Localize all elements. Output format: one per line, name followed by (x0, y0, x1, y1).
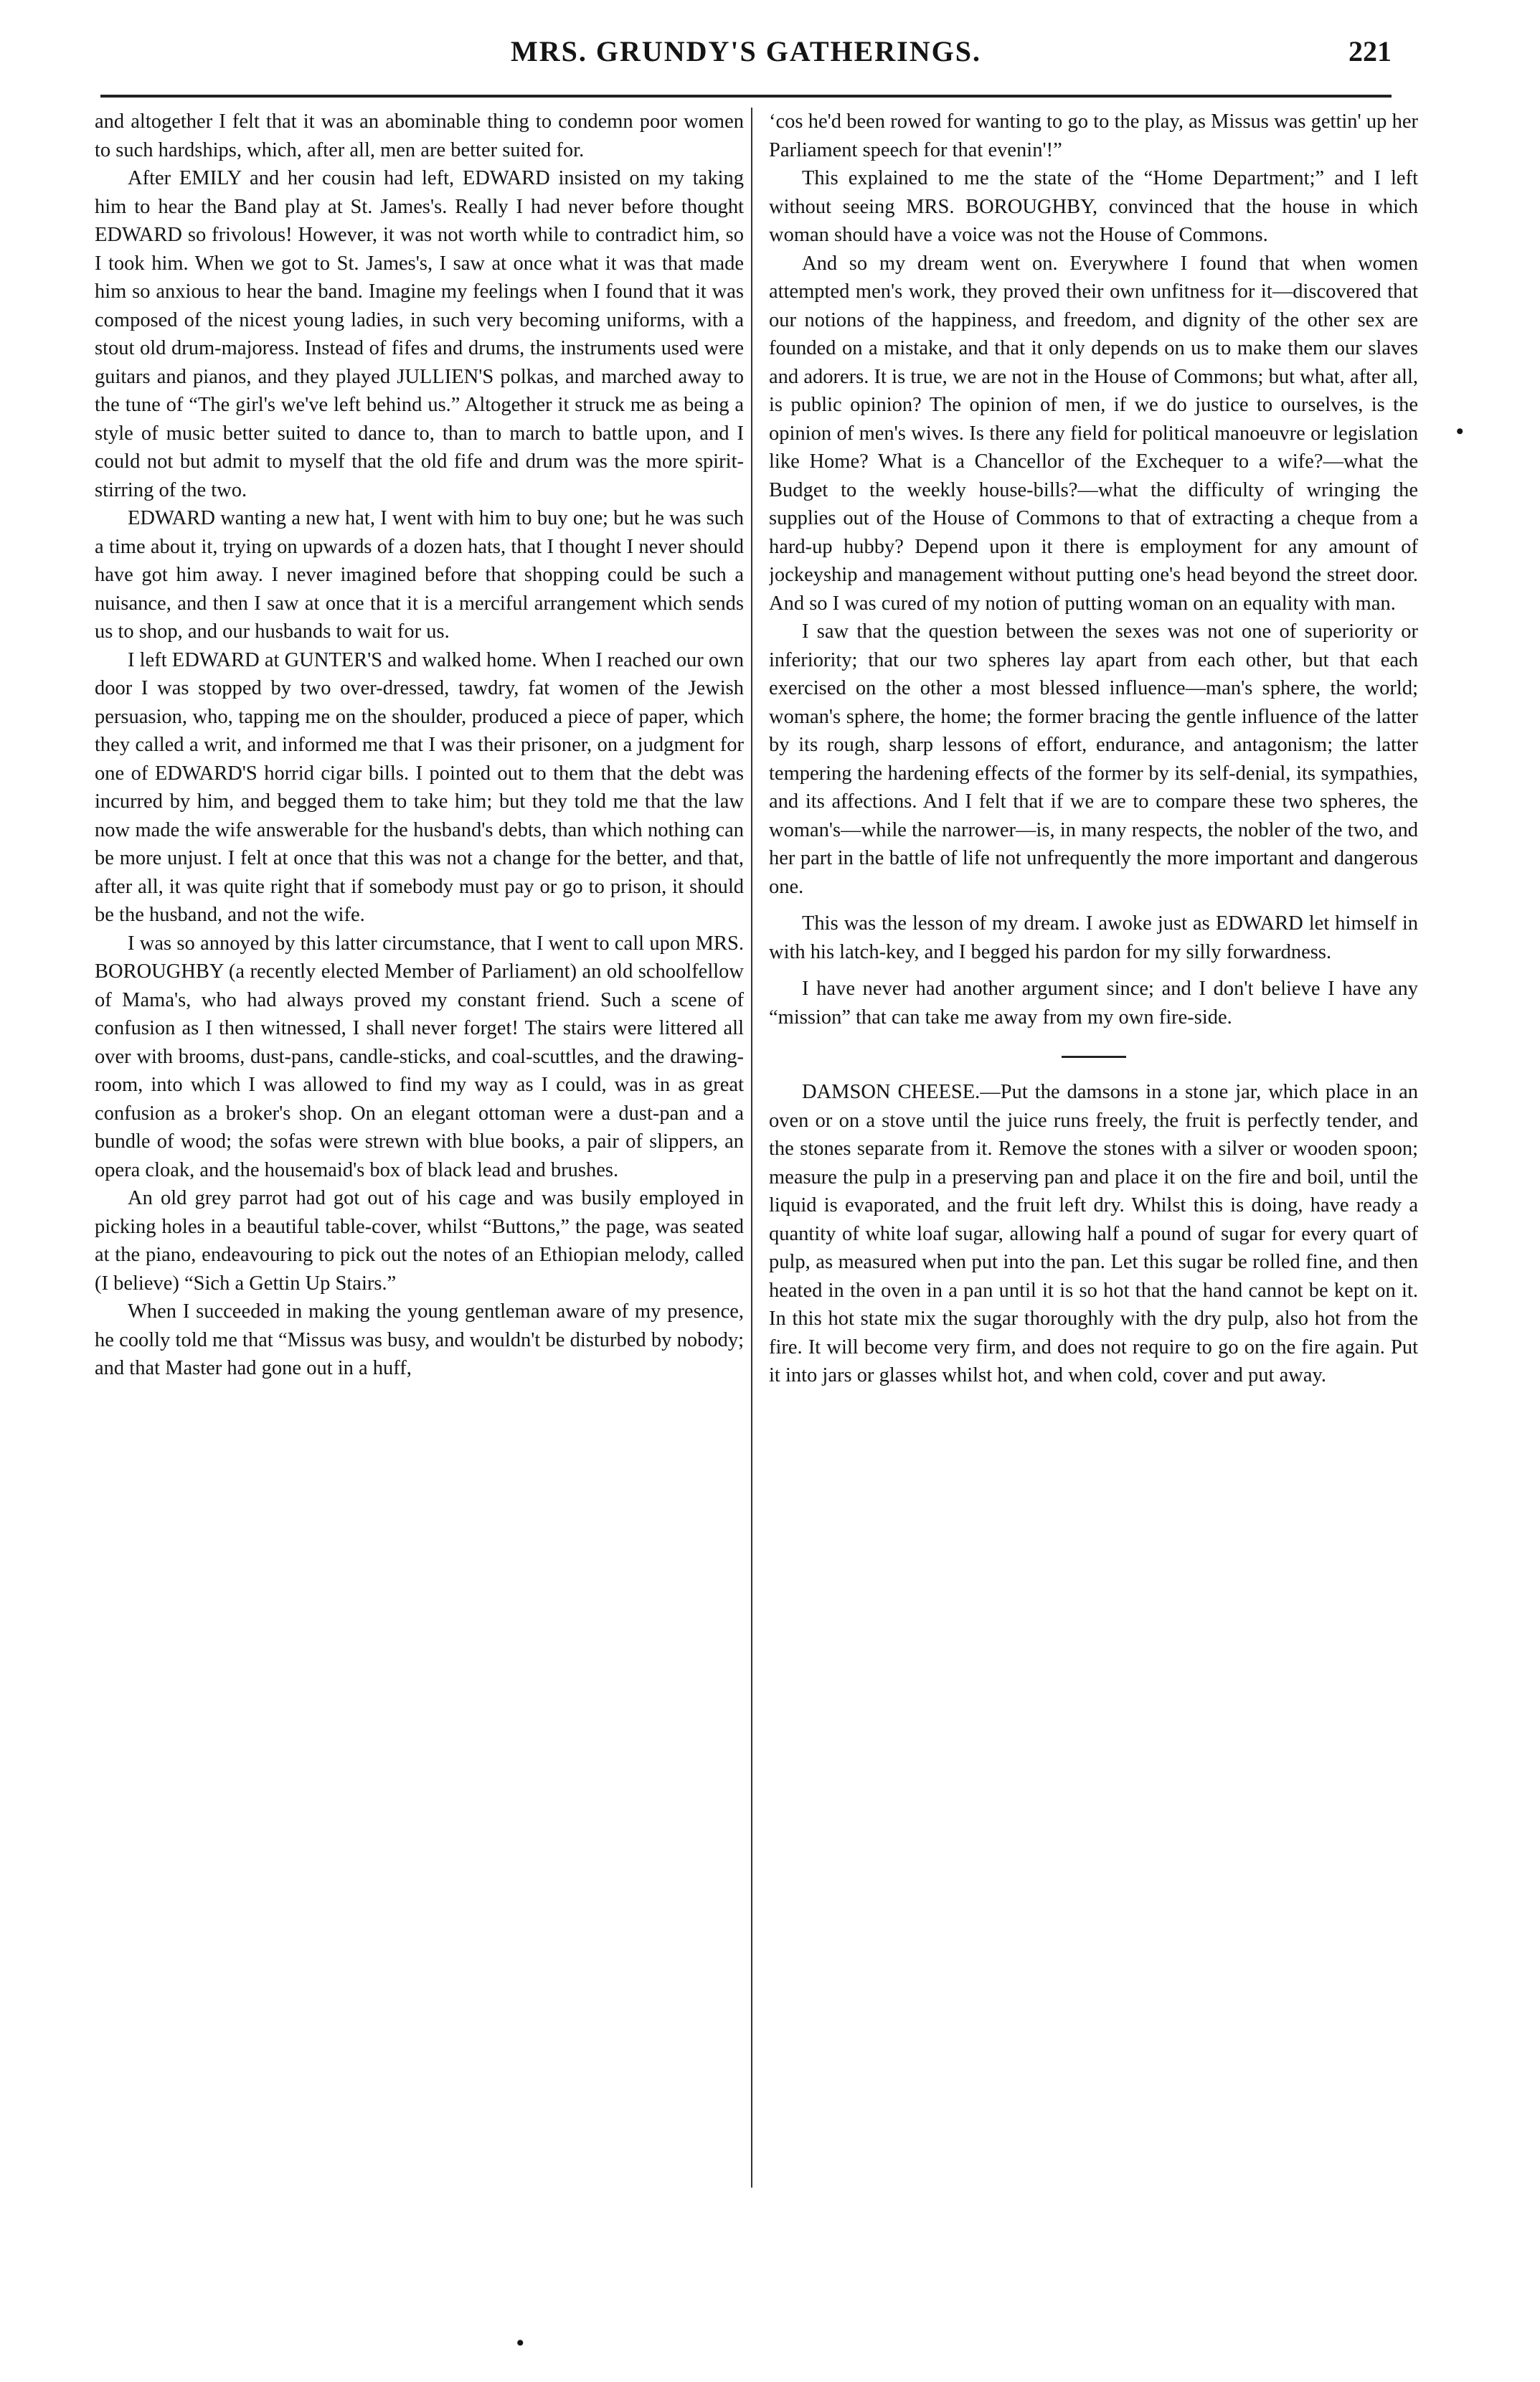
paragraph: and altogether I felt that it was an abominable thing to condemn poor women to such hardships, which, after all, men are better suited for. (95, 110, 744, 161)
margin-dot-mark: • (1456, 420, 1464, 443)
paragraph: I saw that the question between the sexes was not one of superiority or inferiority; that our two spheres lay apart from each other, but that each exercised on the other a most blessed influence—man's sphere, the world; woman's sphere, the home; the former bracing the gentle influence of the latter by its rough, sharp lessons of effort, endurance, and antagonism; the latter tempering the hardening effects of the former by its self-denial, its sympathies, and its affections. And I felt that if we are to compare these two spheres, the woman's—while the narrower—is, in many respects, the nobler of the two, and her part in the battle of life not unfrequently the more important and dangerous one. (769, 620, 1418, 898)
paragraph: This explained to me the state of the “Home Department;” and I left without seeing MRS. BOROUGHBY, convinced that the house in which woman should have a voice was not the House of Commons. (769, 167, 1418, 246)
running-title: MRS. GRUNDY'S GATHERINGS. (511, 35, 981, 67)
recipe-paragraph: DAMSON CHEESE.—Put the damsons in a stone jar, which place in an oven or on a stove until the juice runs freely, the fruit is perfectly tender, and the stones separate from it. Remove the stones with a silver or wooden spoon; measure the pulp in a preserving pan and place it on the fire and boil, until the liquid is evaporated, and the fruit left dry. Whilst this is doing, have ready a quantity of white loaf sugar, allowing half a pound of sugar for every quart of pulp, as measured when put into the pan. Let this sugar be rolled fine, and then heated in the oven in a pan until it is so hot that the hand cannot be kept on it. In this hot state mix the sugar thoroughly with the dry pulp, also hot from the fire. It will become very firm, and does not require to go on the fire again. Put it into jars or glasses whilst hot, and when cold, cover and put away. (769, 1081, 1418, 1386)
column-divider (751, 108, 752, 2188)
paragraph: I have never had another argument since; and I don't believe I have any “mission” that can take me away from my own fire-side. (769, 978, 1418, 1029)
paragraph: This was the lesson of my dream. I awoke just as EDWARD let himself in with his latch-key, and I begged his pardon for my silly forwardness. (769, 912, 1418, 963)
paragraph: An old grey parrot had got out of his cage and was busily employed in picking holes in a beautiful table-cover, whilst “Buttons,” the page, was seated at the piano, endeavouring to pick out the notes of an Ethiopian melody, called (I believe) “Sich a Gettin Up Stairs.” (95, 1187, 744, 1295)
page-header (100, 34, 1392, 92)
paragraph: I left EDWARD at GUNTER'S and walked home. When I reached our own door I was stopped by two over-dressed, tawdry, fat women of the Jewish persuasion, who, tapping me on the shoulder, produced a piece of paper, which they called a writ, and informed me that I was their prisoner, on a judgment for one of EDWARD'S horrid cigar bills. I pointed out to them that the debt was incurred by him, and begged them to take him; but they told me that the law now made the wife answerable for the husband's debts, than which nothing can be more unjust. I felt at once that this was not a change for the better, and that, after all, it was quite right that if somebody must pay or go to prison, it should be the husband, and not the wife. (95, 648, 744, 926)
paragraph: ‘cos he'd been rowed for wanting to go to the play, as Missus was gettin' up her Parliament speech for that evenin'!” (769, 110, 1418, 161)
paragraph: And so my dream went on. Everywhere I found that when women attempted men's work, they proved their own unfitness for it—discovered that our notions of the happiness, and freedom, and dignity of the other sex are founded on a mistake, and that it only depends on us to make them our slaves and adorers. It is true, we are not in the House of Commons; but what, after all, is public opinion? The opinion of men, if we do justice to ourselves, is the opinion of men's wives. Is there any field for political manoeuvre or legislation like Home? What is a Chancellor of the Exchequer to a wife?—what the Budget to the weekly house-bills?—what the difficulty of wringing the supplies out of the House of Commons to that of extracting a cheque from a hard-up hubby? Depend upon it there is employment for any amount of jockeyship and management without putting one's head beyond the street door. And so I was cured of my notion of putting woman on an equality with man. (769, 252, 1418, 615)
left-column (95, 108, 744, 2202)
right-column (769, 108, 1418, 2202)
page-number: 221 (1348, 35, 1392, 67)
paragraph: After EMILY and her cousin had left, EDWARD insisted on my taking him to hear the Band play at St. James's. Really I had never before thought EDWARD so frivolous! However, it was not worth while to contradict him, so I took him. When we got to St. James's, I saw at once what it was that made him so anxious to hear the band. Imagine my feelings when I found that it was composed of the nicest young ladies, in such very becoming uniforms, with a stout old drum-majoress. Instead of fifes and drums, the instruments used were guitars and pianos, and they played JULLIEN'S polkas, and marched away to the tune of “The girl's we've left behind us.” Altogether it struck me as being a style of music better suited to dance to, than to march to battle upon, and I could not but admit to myself that the old fife and drum was the more spirit-stirring of the two. (95, 167, 744, 501)
paragraph: I was so annoyed by this latter circumstance, that I went to call upon MRS. BOROUGHBY (a recently elected Member of Parliament) an old schoolfellow of Mama's, who had always proved my constant friend. Such a scene of confusion as I then witnessed, I shall never forget! The stairs were littered all over with brooms, dust-pans, candle-sticks, and coal-scuttles, and the drawing-room, into which I was allowed to find my way as I could, was in as great confusion as a broker's shop. On an elegant ottoman were a dust-pan and a bundle of wood; the sofas were strewn with blue books, a pair of slippers, an opera cloak, and the housemaid's box of black lead and brushes. (95, 932, 744, 1181)
paragraph: EDWARD wanting a new hat, I went with him to buy one; but he was such a time about it, trying on upwards of a dozen hats, that I thought I never should have got him away. I never imagined before that shopping could be such a nuisance, and then I saw at once that it is a merciful arrangement which sends us to shop, and our husbands to wait for us. (95, 507, 744, 643)
section-separator (1062, 1056, 1126, 1058)
stray-dot-mark: • (516, 2331, 524, 2355)
header-rule (100, 95, 1392, 98)
paragraph: When I succeeded in making the young gentleman aware of my presence, he coolly told me that “Missus was busy, and wouldn't be disturbed by nobody; and that Master had gone out in a huff, (95, 1300, 744, 1379)
